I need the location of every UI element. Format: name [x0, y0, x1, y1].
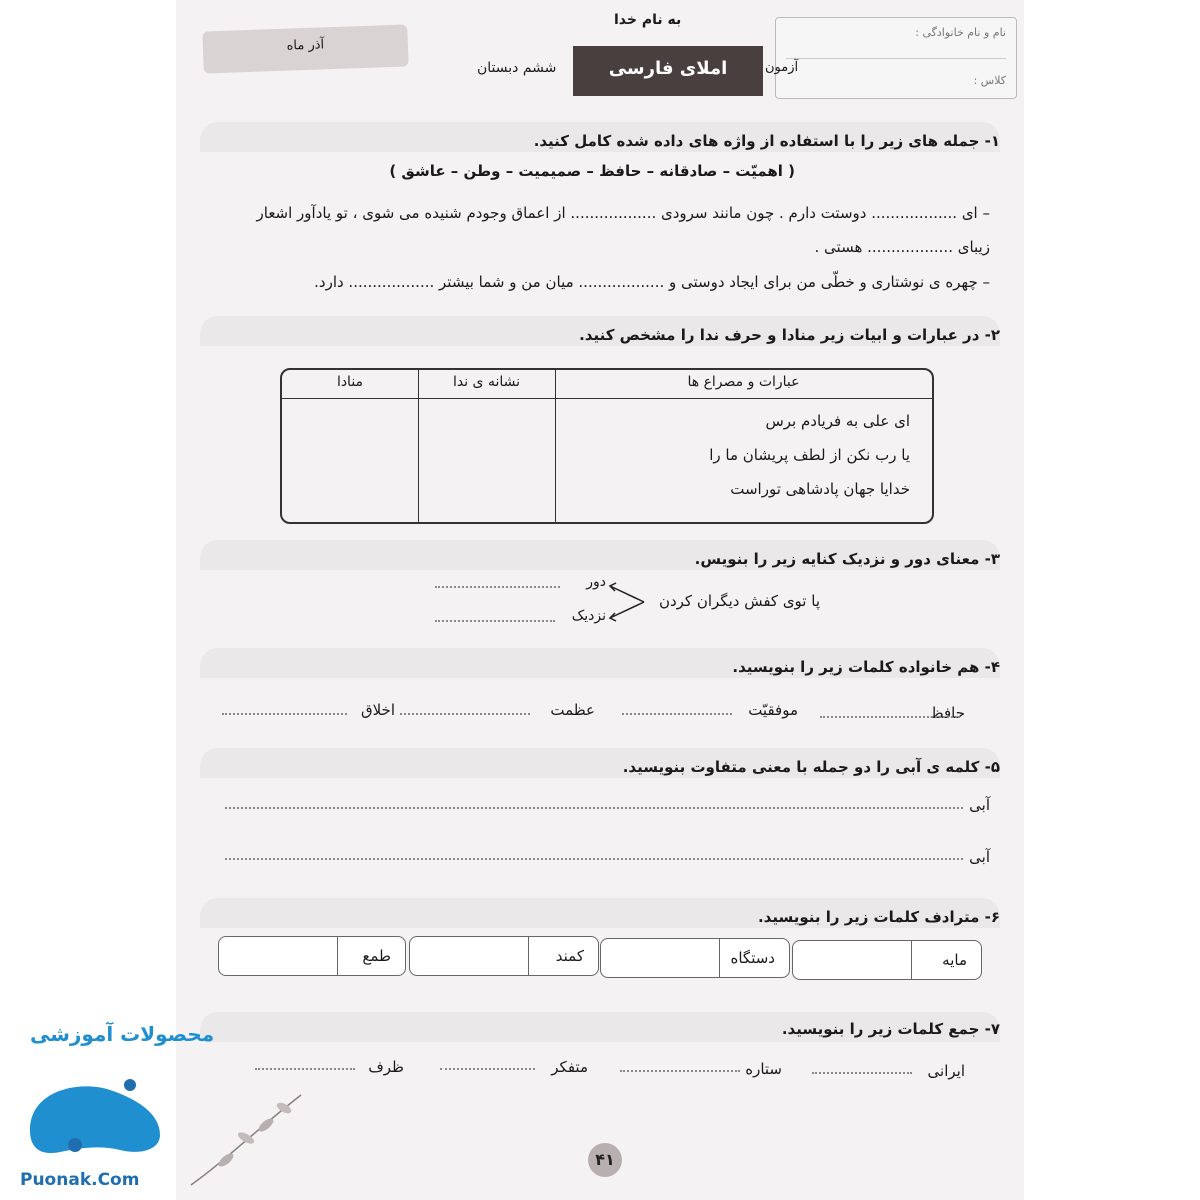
q4-prompt: ۴- هم خانواده کلمات زیر را بنویسید.	[732, 658, 1000, 676]
q4-word: موفقیّت	[748, 701, 798, 719]
page-number: ۴۱	[588, 1143, 622, 1177]
q7-prompt: ۷- جمع کلمات زیر را بنویسید.	[781, 1020, 1000, 1038]
decorative-leaves-icon	[186, 1090, 306, 1190]
q4-answer-line[interactable]	[820, 716, 960, 718]
name-field-label: نام و نام خانوادگی :	[915, 26, 1006, 39]
q6-word: دستگاه	[730, 949, 775, 967]
q6-answer-box[interactable]	[409, 936, 599, 976]
table-header-vocative-sign: نشانه ی ندا	[452, 374, 521, 390]
q3-far-answer-line[interactable]	[435, 586, 560, 588]
q4-word: عظمت	[550, 701, 595, 719]
q6-prompt: ۶- مترادف کلمات زیر را بنویسید.	[757, 908, 1000, 926]
q1-prompt: ۱- جمله های زیر را با استفاده از واژه های داده شده کامل کنید.	[533, 132, 1000, 150]
q6-word: کمند	[555, 947, 584, 965]
q6-answer-box[interactable]	[218, 936, 406, 976]
vocative-table	[280, 368, 934, 524]
q7-word: ستاره	[745, 1060, 782, 1078]
q7-answer-line[interactable]	[812, 1072, 912, 1074]
q5-prompt: ۵- کلمه ی آبی را دو جمله با معنی متفاوت بنویسید.	[622, 758, 1000, 776]
table-row: ای علی به فریادم برس	[765, 412, 910, 430]
q3-far-label: دور	[586, 574, 606, 590]
q4-word: حافظ	[929, 704, 965, 722]
brand-caption: محصولات آموزشی	[30, 1022, 215, 1046]
q6-word: مایه	[942, 951, 967, 969]
q6-answer-box[interactable]	[792, 940, 982, 980]
table-row: خدایا جهان پادشاهی توراست	[730, 480, 910, 498]
q5-word: آبی	[969, 848, 990, 866]
q7-answer-line[interactable]	[440, 1068, 535, 1070]
student-info-box	[775, 17, 1017, 99]
q4-answer-line[interactable]	[622, 713, 732, 715]
branch-arrows-icon	[606, 582, 646, 622]
q7-word: ایرانی	[927, 1062, 965, 1080]
q3-near-answer-line[interactable]	[435, 620, 555, 622]
q5-answer-line[interactable]	[225, 858, 963, 860]
q3-idiom: پا توی کفش دیگران کردن	[658, 592, 820, 610]
q4-answer-line[interactable]	[400, 713, 530, 715]
q7-word: متفکر	[551, 1058, 588, 1076]
q5-answer-line[interactable]	[225, 807, 963, 809]
exam-title-ribbon: املای فارسی	[573, 46, 763, 96]
class-field-label: کلاس :	[973, 74, 1006, 87]
q7-word: ظرف	[368, 1058, 404, 1076]
puonak-logo-icon	[20, 1060, 170, 1160]
grade-label: ششم دبستان	[477, 60, 557, 76]
q7-answer-line[interactable]	[255, 1068, 355, 1070]
brand-url: Puonak.Com	[20, 1170, 140, 1190]
q3-near-label: نزدیک	[571, 608, 606, 624]
exam-label: آزمون	[765, 60, 799, 75]
table-header-addressee: منادا	[336, 374, 364, 390]
q1-word-bank: ( اهمیّت – صادقانه – حافظ – صمیمیت – وطن – عاشق )	[389, 162, 795, 180]
q2-prompt: ۲- در عبارات و ابیات زیر منادا و حرف ندا را مشخص کنید.	[579, 326, 1000, 344]
month-tag: آذر ماه	[202, 24, 408, 73]
q3-prompt: ۳- معنای دور و نزدیک کنایه زیر را بنویس.	[694, 550, 1000, 568]
table-header-phrases: عبارات و مصراع ها	[687, 374, 800, 390]
q6-answer-box[interactable]	[600, 938, 790, 978]
q1-line3: – چهره ی نوشتاری و خطّی من برای ایجاد دوستی و .................. میان من و شما بیشتر .................. دارد.	[314, 273, 990, 291]
table-row: یا رب نکن از لطف پریشان ما را	[709, 446, 910, 464]
q4-answer-line[interactable]	[222, 713, 347, 715]
q1-line2: زیبای .................. هستی .	[814, 238, 990, 256]
q7-answer-line[interactable]	[620, 1070, 740, 1072]
q5-word: آبی	[969, 796, 990, 814]
bismillah: به نام خدا	[614, 12, 682, 28]
q1-line1: – ای .................. دوستت دارم . چون مانند سرودی .................. از اعماق وجودم شنیده می شوی ، تو یادآور اشعار	[256, 204, 990, 222]
q6-word: طمع	[362, 947, 391, 965]
q4-word: اخلاق	[360, 701, 395, 719]
